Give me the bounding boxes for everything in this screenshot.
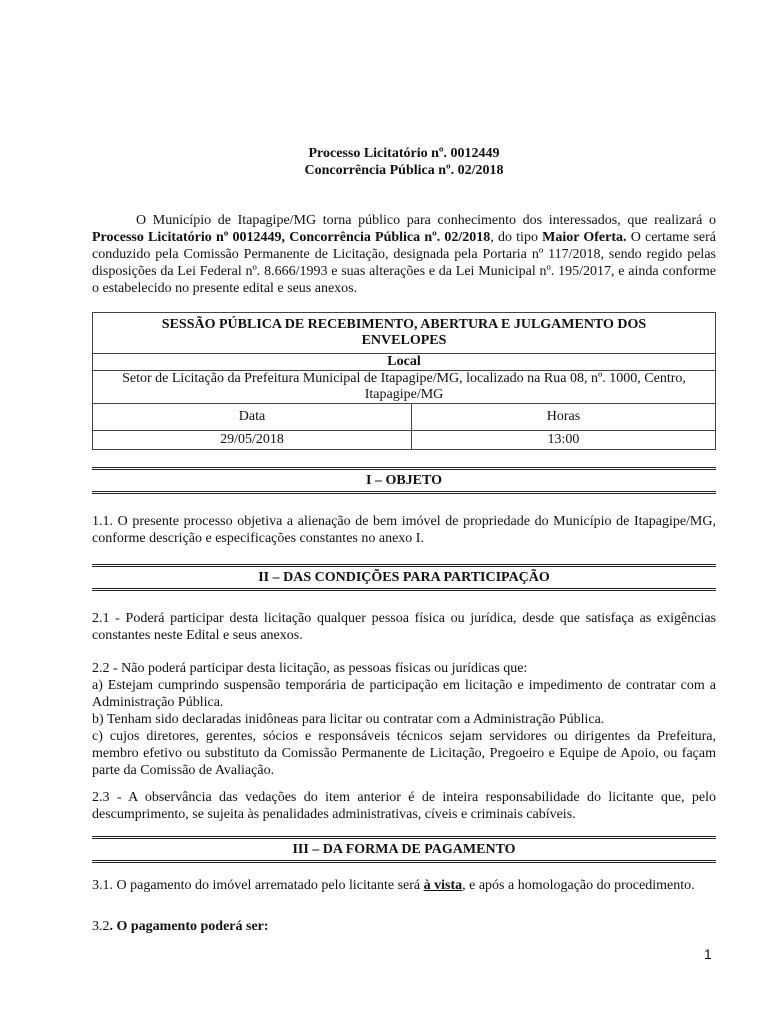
date-value: 29/05/2018 (93, 431, 412, 450)
section-objeto-heading: I – OBJETO (92, 467, 716, 494)
session-table (92, 312, 716, 450)
intro-text-1: O Município de Itapagipe/MG torna público para conhecimento dos interessados, que realizará o (136, 213, 716, 228)
local-value: Setor de Licitação da Prefeitura Municipal de Itapagipe/MG, localizado na Rua 08, nº. 1000, Centro, Itapagipe/MG (93, 371, 716, 404)
hours-label: Horas (412, 404, 716, 431)
hours-value: 13:00 (412, 431, 716, 450)
section-2-3-paragraph: 2.3 - A observância das vedações do item anterior é de inteira responsabilidade do licitante que, pelo descumprimento, se sujeita às penalidades administrativas, cíveis e criminais cabíveis. (92, 790, 716, 822)
date-label: Data (93, 404, 412, 431)
section-3-2-paragraph (92, 918, 716, 935)
intro-bold-process: Processo Licitatório nº 0012449, Concorrência Pública nº. 02/2018 (92, 230, 491, 245)
intro-text-3: O certame será conduzido pela Comissão Permanente de Licitação, designada pela Portaria nº 117/2018, sendo regido pelas disposições da Lei Federal nº. 8.666/1993 e suas alterações e da Lei Municipal nº. 195/2017, e ainda conforme o estabelecido no presente edital e seus anexos. (92, 230, 716, 296)
competition-number-heading: Concorrência Pública nº. 02/2018 (304, 163, 504, 178)
section-3-1-paragraph (92, 877, 716, 894)
page-number: 1 (704, 946, 712, 962)
section-3-1-underlined: à vista (423, 878, 463, 893)
intro-bold-type: Maior Oferta. (542, 230, 627, 245)
section-2-2-paragraph: 2.2 - Não poderá participar desta licitação, as pessoas físicas ou jurídicas que: (92, 661, 528, 676)
section-2-2-item-a: a) Estejam cumprindo suspensão temporária de participação em licitação e impedimento de contratar com a Administração Pública. (92, 678, 716, 710)
section-2-2-item-c: c) cujos diretores, gerentes, sócios e responsáveis técnicos sejam servidores ou dirigentes da Prefeitura, membro efetivo ou substituto da Comissão Permanente de Licitação, Pregoeiro e Equipe de Apoio, ou façam parte da Comissão de Avaliação. (92, 729, 716, 778)
section-pagamento-heading: III – DA FORMA DE PAGAMENTO (92, 836, 716, 863)
intro-paragraph (92, 212, 716, 297)
session-table-wrapper (92, 312, 716, 450)
section-3-2-number: 3.2 (92, 919, 110, 934)
section-3-1-text-a: 3.1. O pagamento do imóvel arrematado pelo licitante será (92, 878, 424, 893)
section-1-paragraph: 1.1. O presente processo objetiva a alienação de bem imóvel de propriedade do Município de Itapagipe/MG, conforme descrição e especificações constantes no anexo I. (92, 514, 716, 546)
section-3-1-text-b: , e após a homologação do procedimento. (462, 878, 695, 893)
session-table-title: SESSÃO PÚBLICA DE RECEBIMENTO, ABERTURA E JULGAMENTO DOS ENVELOPES (93, 313, 716, 354)
local-label: Local (93, 354, 716, 371)
process-number-heading: Processo Licitatório nº. 0012449 (308, 146, 500, 161)
section-2-2-item-b: b) Tenham sido declaradas inidôneas para licitar ou contratar com a Administração Pública. (92, 712, 605, 727)
section-2-1-paragraph: 2.1 - Poderá participar desta licitação qualquer pessoa física ou jurídica, desde que satisfaça as exigências constantes neste Edital e seus anexos. (92, 611, 716, 643)
section-3-2-text: . O pagamento poderá ser: (109, 919, 269, 934)
section-participacao-heading: II – DAS CONDIÇÕES PARA PARTICIPAÇÃO (92, 564, 716, 591)
intro-text-2: , do tipo (490, 230, 543, 245)
